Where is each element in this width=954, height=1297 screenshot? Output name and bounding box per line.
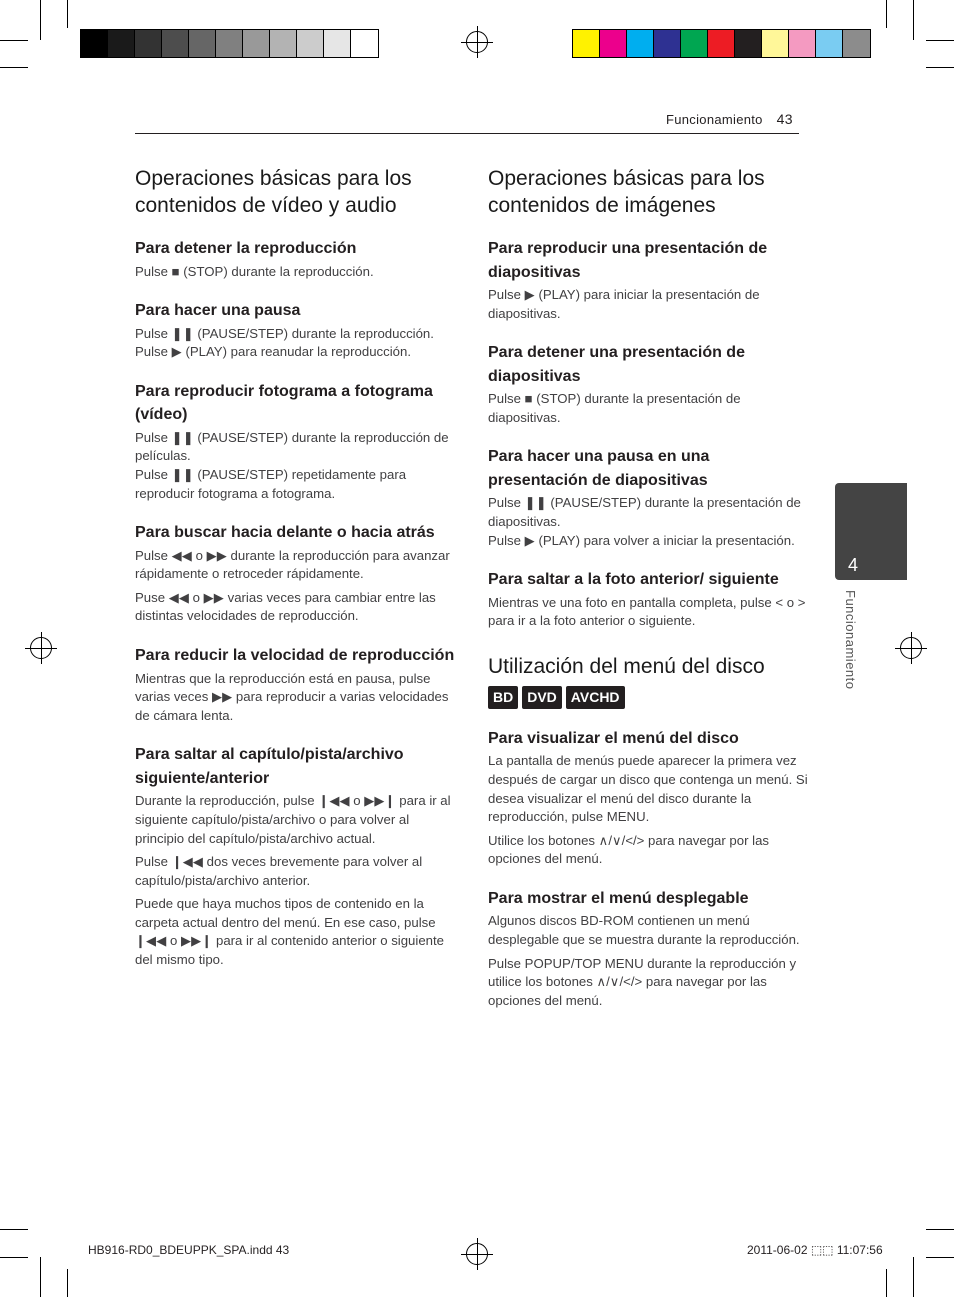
body-line: Algunos discos BD-ROM contienen un menú desplegable que se muestra durante la reproducción. — [488, 913, 800, 947]
disc-menu-title: Utilización del menú del disco — [488, 654, 765, 678]
subsection — [488, 237, 810, 323]
color-swatch — [735, 30, 762, 57]
section-title — [488, 165, 810, 219]
color-swatch — [573, 30, 600, 57]
left-sections — [135, 237, 457, 970]
crop-mark — [67, 1269, 68, 1297]
disc-type-badges — [488, 686, 810, 709]
subsection-heading: Para saltar al capítulo/pista/archivo siguiente/anterior — [135, 746, 404, 787]
subsection — [135, 743, 457, 969]
chapter-label: Funcionamiento — [843, 590, 858, 690]
right-sections — [488, 237, 810, 631]
color-swatch — [600, 30, 627, 57]
body-line: Pulse POPUP/TOP MENU durante la reproducción y utilice los botones ∧/∨/</> para navegar por las opciones del menú. — [488, 955, 797, 1008]
right-column — [488, 165, 810, 1010]
body-line: La pantalla de menús puede aparecer la primera vez después de cargar un disco que contenga un menú. Si desea visualizar el menú del disco durante la reproducción, pulse MENU. — [488, 753, 808, 825]
disc-badge-bd: BD — [488, 686, 518, 709]
body-paragraph — [488, 390, 810, 427]
subsection — [135, 237, 457, 281]
body-line: Puse ◀◀ o ▶▶ varias veces para cambiar entre las distintas velocidades de reproducción. — [135, 589, 436, 624]
subsection-heading: Para buscar hacia delante o hacia atrás — [135, 524, 435, 542]
body-line: Pulse ▶ (PLAY) para reanudar la reproducción. — [135, 344, 411, 360]
header-section: Funcionamiento — [666, 112, 763, 127]
subsection — [488, 341, 810, 427]
subsection — [135, 521, 457, 626]
subsection — [488, 727, 810, 869]
subsection-heading: Para detener una presentación de diapositivas — [488, 344, 745, 385]
body-line: Pulse ■ (STOP) durante la presentación de diapositivas. — [488, 391, 741, 425]
grayscale-color-bar — [80, 29, 379, 58]
body-line: Pulse ❚❚ (PAUSE/STEP) durante la reproducción de películas. — [135, 429, 449, 464]
header-rule — [135, 133, 799, 134]
subsection-heading: Para visualizar el menú del disco — [488, 729, 739, 747]
crop-mark — [886, 0, 887, 28]
color-swatch — [762, 30, 789, 57]
body-line: Pulse ❚❚ (PAUSE/STEP) repetidamente para reproducir fotograma a fotograma. — [135, 466, 407, 501]
crop-mark — [913, 1257, 914, 1297]
body-paragraph — [488, 955, 810, 1011]
chapter-number: 4 — [848, 555, 859, 575]
process-color-bar — [572, 29, 871, 58]
subsection-heading: Para reproducir una presentación de diapositivas — [488, 240, 768, 281]
crop-mark — [0, 1229, 28, 1230]
crop-mark — [0, 40, 28, 41]
subsection-heading: Para reproducir fotograma a fotograma (vídeo) — [135, 382, 433, 424]
crop-mark — [886, 1269, 887, 1297]
subsection — [135, 380, 457, 503]
subsection-heading: Para mostrar el menú desplegable — [488, 889, 749, 907]
color-swatch — [81, 30, 108, 57]
color-swatch — [789, 30, 816, 57]
color-swatch — [189, 30, 216, 57]
body-line: Mientras que la reproducción está en pausa, pulse varias veces ▶▶ para reproducir a varias velocidades de cámara lenta. — [135, 670, 449, 723]
title-line: Operaciones básicas para los — [488, 167, 765, 190]
disc-badge-avchd: AVCHD — [566, 686, 625, 709]
subsection-heading: Para hacer una pausa en una presentación de diapositivas — [488, 448, 710, 489]
color-swatch — [681, 30, 708, 57]
body-paragraph — [135, 429, 457, 503]
color-swatch — [351, 30, 378, 57]
body-paragraph — [488, 912, 810, 949]
crop-mark — [0, 1257, 28, 1258]
subsection-heading: Para saltar a la foto anterior/ siguiente — [488, 571, 779, 589]
color-swatch — [843, 30, 870, 57]
body-paragraph — [488, 594, 810, 631]
body-line: Utilice los botones ∧/∨/</> para navegar por las opciones del menú. — [488, 832, 770, 867]
color-swatch — [654, 30, 681, 57]
body-paragraph — [135, 853, 457, 890]
subsection-heading: Para reducir la velocidad de reproducción — [135, 647, 455, 665]
body-paragraph — [135, 895, 457, 969]
color-swatch — [627, 30, 654, 57]
crop-mark — [926, 67, 954, 68]
body-line: Mientras ve una foto en pantalla completa, pulse < o > para ir a la foto anterior o siguiente. — [488, 594, 806, 629]
body-line: Pulse ▶ (PLAY) para iniciar la presentación de diapositivas. — [488, 287, 760, 321]
body-paragraph — [135, 792, 457, 848]
body-paragraph — [135, 670, 457, 726]
running-header — [666, 111, 793, 127]
color-swatch — [108, 30, 135, 57]
body-paragraph — [135, 589, 457, 626]
color-swatch — [297, 30, 324, 57]
body-line: Puede que haya muchos tipos de contenido en la carpeta actual dentro del menú. En ese caso, pulse ❙◀◀ o ▶▶❙ para ir al contenido anterior o siguiente del mismo tipo. — [135, 896, 444, 968]
body-paragraph — [135, 263, 457, 282]
crop-mark — [40, 0, 41, 40]
subsection — [135, 644, 457, 725]
subsection-heading: Para detener la reproducción — [135, 240, 357, 257]
body-line: Pulse ❙◀◀ dos veces brevemente para volver al capítulo/pista/archivo anterior. — [135, 854, 423, 888]
color-swatch — [270, 30, 297, 57]
color-swatch — [243, 30, 270, 57]
subsection — [488, 568, 810, 631]
page-number: 43 — [776, 111, 793, 127]
crop-mark — [913, 0, 914, 40]
section-title — [135, 165, 457, 219]
body-paragraph — [135, 547, 457, 584]
disc-badge-dvd: DVD — [522, 686, 562, 709]
subsection — [488, 887, 810, 1010]
registration-mark-icon — [466, 1243, 488, 1265]
subsection — [488, 445, 810, 550]
color-swatch — [135, 30, 162, 57]
footer-date: 2011-06-02 ⬚⬚ 11:07:56 — [747, 1243, 883, 1257]
color-swatch — [816, 30, 843, 57]
crop-mark — [926, 1257, 954, 1258]
chapter-tab — [835, 483, 907, 580]
color-swatch — [708, 30, 735, 57]
color-swatch — [216, 30, 243, 57]
right-sections-2 — [488, 727, 810, 1011]
title-line: Operaciones básicas para los — [135, 167, 412, 190]
title-line: contenidos de vídeo y audio — [135, 194, 397, 217]
crop-mark — [926, 1229, 954, 1230]
body-paragraph — [488, 286, 810, 323]
color-swatch — [162, 30, 189, 57]
body-line: Pulse ■ (STOP) durante la reproducción. — [135, 263, 374, 279]
body-paragraph — [488, 752, 810, 826]
body-line: Pulse ❚❚ (PAUSE/STEP) durante la reproducción. — [135, 325, 434, 341]
crop-mark — [40, 1257, 41, 1297]
crop-mark — [926, 40, 954, 41]
body-paragraph — [488, 494, 810, 550]
subsection-heading: Para hacer una pausa — [135, 302, 301, 320]
body-line: Pulse ▶ (PLAY) para volver a iniciar la presentación. — [488, 532, 795, 548]
footer-file: HB916-RD0_BDEUPPK_SPA.indd 43 — [88, 1243, 290, 1257]
registration-mark-icon — [466, 31, 488, 53]
body-line: Pulse ❚❚ (PAUSE/STEP) durante la presentación de diapositivas. — [488, 495, 801, 529]
subsection — [135, 299, 457, 362]
color-swatch — [324, 30, 351, 57]
body-line: Durante la reproducción, pulse ❙◀◀ o ▶▶❙ para ir al siguiente capítulo/pista/archivo o para volver al principio del capítulo/pista/archivo actual. — [135, 793, 451, 846]
body-paragraph — [135, 325, 457, 362]
crop-mark — [0, 67, 28, 68]
registration-mark-icon — [900, 637, 922, 659]
registration-mark-icon — [30, 637, 52, 659]
crop-mark — [67, 0, 68, 28]
title-line: contenidos de imágenes — [488, 194, 716, 217]
left-column — [135, 165, 457, 970]
body-paragraph — [488, 832, 810, 869]
body-line: Pulse ◀◀ o ▶▶ durante la reproducción para avanzar rápidamente o retroceder rápidamente. — [135, 547, 450, 582]
